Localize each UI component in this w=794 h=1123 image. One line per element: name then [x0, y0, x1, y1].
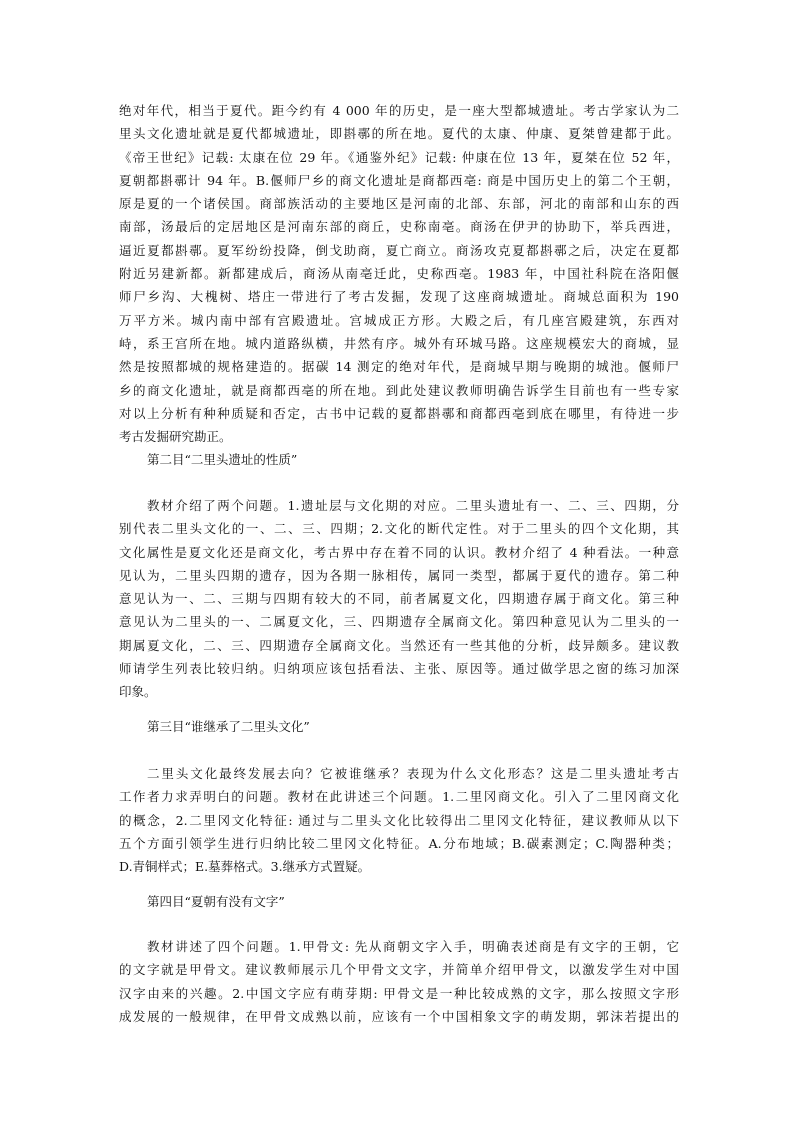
heading-section-3: 第三目“谁继承了二里头文化”: [147, 719, 310, 734]
text-line: 成发展的一般规律，在甲骨文成熟以前，应该有一个中国相象文字的萌发期，郭沫若提出的: [119, 1008, 679, 1024]
text-line: 二里头文化最终发展去向？它被谁继承？表现为什么文化形态？这是二里头遗址考古: [147, 766, 679, 781]
text-line: 考古发掘研究勘正。: [119, 429, 232, 445]
text-line: 的概念，2.二里冈文化特征: 通过与二里头文化比较得出二里冈文化特征，建议教师从以下: [119, 812, 679, 828]
text-line: 意见认为二里头的一、二属夏文化，三、四期遗存全属商文化。第四种意见认为二里头的一: [119, 614, 679, 630]
text-line: 然是按照都城的规格建造的。据碳 14 测定的绝对年代，是商城早期与晚期的城池。偃师尸: [119, 359, 679, 375]
text-line: 工作者力求弄明白的问题。教材在此讲述三个问题。1.二里冈商文化。引入了二里冈商文化: [119, 789, 679, 805]
text-line: 绝对年代，相当于夏代。距今约有 4 000 年的历史，是一座大型都城遗址。考古学家认为二: [119, 103, 679, 118]
text-line: 里头文化遗址就是夏代都城遗址，即斟鄩的所在地。夏代的太康、仲康、夏桀曾建都于此。: [119, 126, 679, 142]
text-line: 教材介绍了两个问题。1.遗址层与文化期的对应。二里头遗址有一、二、三、四期，分: [147, 498, 679, 513]
text-line: 见认为，二里头四期的遗存，因为各期一脉相传，属同一类型，都属于夏代的遗存。第二种: [119, 567, 679, 583]
text-line: 汉字由来的兴趣。2.中国文字应有萌芽期: 甲骨文是一种比较成熟的文字，那么按照文字形: [119, 985, 679, 1001]
text-line: 别代表二里头文化的一、二、三、四期；2.文化的断代定性。对于二里头的四个文化期，其: [119, 521, 679, 537]
text-line: 峙，系王宫所在地。城内道路纵横，井然有序。城外有环城马路。这座规模宏大的商城，显: [119, 335, 679, 351]
text-line: 师尸乡沟、大槐树、塔庄一带进行了考古发掘，发现了这座商城遗址。商城总面积为 190: [119, 289, 679, 305]
text-line: 逼近夏都斟鄩。夏军纷纷投降，倒戈助商，夏亡商立。商汤攻克夏都斟鄩之后，决定在夏都: [119, 242, 679, 258]
text-line: 的文字就是甲骨文。建议教师展示几个甲骨文文字，并简单介绍甲骨文，以激发学生对中国: [119, 962, 679, 978]
paragraph-site-nature: [119, 494, 679, 704]
text-line: 印象。: [119, 684, 157, 700]
text-line: 附近另建新都。新都建成后，商汤从南亳迁此，史称西亳。1983 年，中国社科院在洛阳偃: [119, 266, 679, 282]
text-line: 南部，汤最后的定居地区是河南东部的商丘，史称南亳。商汤在伊尹的协助下，举兵西进，: [119, 219, 679, 235]
paragraph-erlitou-capital: [119, 99, 679, 448]
text-line: 对以上分析有种种质疑和否定，古书中记载的夏都斟鄩和商都西亳到底在哪里，有待进一步: [119, 405, 679, 421]
text-line: D.青铜样式；E.墓葬格式。3.继承方式置疑。: [119, 859, 371, 875]
text-line: 期属夏文化，二、三、四期遗存全属商文化。当然还有一些其他的分析，歧异颇多。建议教: [119, 637, 679, 653]
text-line: 原是夏的一个诸侯国。商部族活动的主要地区是河南的北部、东部，河北的南部和山东的西: [119, 196, 679, 212]
heading-section-2: 第二目“二里头遗址的性质”: [147, 452, 298, 467]
text-line: 意见认为一、二、三期与四期有较大的不同，前者属夏文化，四期遗存属于商文化。第三种: [119, 591, 679, 607]
text-line: 夏朝都斟鄩计 94 年。B.偃师尸乡的商文化遗址是商都西亳: 商是中国历史上的第二个王朝，: [119, 172, 679, 188]
text-line: 文化属性是夏文化还是商文化，考古界中存在着不同的认识。教材介绍了 4 种看法。一种意: [119, 544, 679, 560]
paragraph-inheritance: [119, 762, 679, 878]
text-line: 教材讲述了四个问题。1.甲骨文: 先从商朝文字入手，明确表述商是有文字的王朝，它: [147, 939, 679, 954]
paragraph-xia-writing: [119, 935, 679, 1028]
heading-section-4: 第四目“夏朝有没有文字”: [147, 894, 285, 909]
text-line: 乡的商文化遗址，就是商都西亳的所在地。到此处建议教师明确告诉学生目前也有一些专家: [119, 382, 679, 398]
text-line: 五个方面引领学生进行归纳比较二里冈文化特征。A.分布地域；B.碳素测定；C.陶器种类；: [119, 835, 679, 851]
text-line: 《帝王世纪》记载: 太康在位 29 年。《通鉴外纪》记载: 仲康在位 13 年，夏桀在位 52 年，: [119, 149, 679, 165]
text-line: 万平方米。城内南中部有宫殿遗址。宫城成正方形。大殿之后，有几座宫殿建筑，东西对: [119, 312, 679, 328]
text-line: 师请学生列表比较归纳。归纳项应该包括看法、主张、原因等。通过做学思之窗的练习加深: [119, 661, 679, 677]
